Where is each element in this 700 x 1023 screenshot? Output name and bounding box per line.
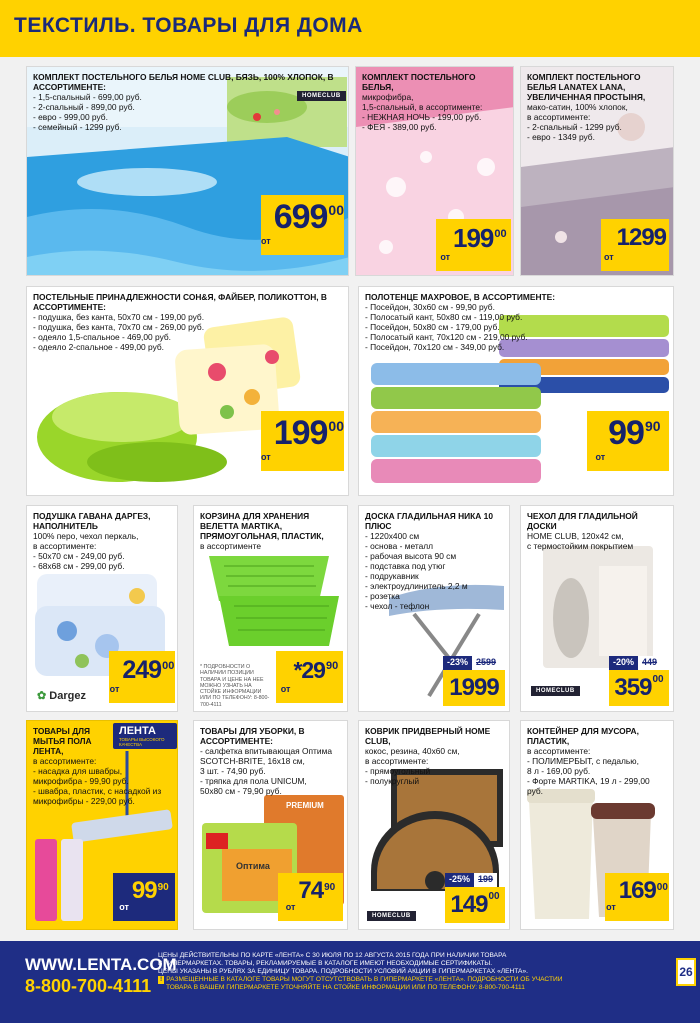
- discount-badge: [445, 873, 497, 887]
- product-line: 1,5-спальный, в ассортименте:: [362, 102, 483, 112]
- product-line: - швабра, пластик, с насадкой из микрофибры - 229,00 руб.: [33, 786, 162, 806]
- product-description: [362, 72, 507, 132]
- product-line: - подушка, без канта, 50х70 см - 199,00 руб.: [33, 312, 205, 322]
- price-tag: [436, 219, 511, 271]
- price-prefix: от: [285, 902, 296, 912]
- product-line: - евро - 1349 руб.: [527, 132, 595, 142]
- price-tag: [261, 195, 344, 255]
- price-integer: 249: [122, 656, 162, 684]
- price-tag: [113, 873, 175, 921]
- product-card-bedding-microfiber[interactable]: [355, 66, 514, 276]
- product-description: [527, 726, 667, 796]
- product-line: 3 шт. - 74,90 руб.: [200, 766, 266, 776]
- product-description: [33, 511, 171, 571]
- product-card-trash-bin[interactable]: [520, 720, 674, 930]
- product-description: [527, 72, 667, 142]
- disclaimer-line: В ГИПЕРМАРКЕТАХ. ТОВАРЫ, РЕКЛАМИРУЕМЫЕ В КАТАЛОГЕ ИМЕЮТ НЕОБХОДИМЫЕ СЕРТИФИКАТЫ.: [158, 960, 493, 967]
- price-prefix: от: [109, 684, 120, 694]
- price-cents: 00: [494, 228, 507, 240]
- price-tag: [278, 873, 343, 921]
- product-line: - подрукавник: [365, 571, 419, 581]
- product-line: - салфетка впитывающая Оптима SCOTCH-BRITE, 16х18 см,: [200, 746, 332, 766]
- product-line: в ассортименте:: [365, 756, 429, 766]
- product-line: в ассортименте: [200, 541, 261, 551]
- footer-disclaimer: [158, 952, 628, 992]
- price-integer: *29: [293, 657, 325, 683]
- price-cents: 00: [328, 202, 344, 218]
- product-description: [527, 511, 667, 551]
- discount-badge: [609, 656, 661, 670]
- discount-percent: -20%: [609, 656, 638, 670]
- old-price: 2599: [472, 656, 500, 670]
- product-line: - насадка для швабры, микрофибра - 99,90 руб.: [33, 766, 129, 786]
- price-integer: 199: [273, 414, 328, 452]
- product-card-bedding-lanatex[interactable]: [520, 66, 674, 276]
- product-line: - подставка под утюг: [365, 561, 446, 571]
- product-line: в ассортименте:: [33, 541, 97, 551]
- page-number: 26: [676, 958, 696, 986]
- product-title: КОМПЛЕКТ ПОСТЕЛЬНОГО БЕЛЬЯ HOME CLUB, БЯЗЬ, 100% ХЛОПОК, В АССОРТИМЕНТЕ:: [33, 72, 334, 92]
- price-integer: 1299: [616, 224, 667, 251]
- product-line: - розетка: [365, 591, 400, 601]
- price-cents: 00: [656, 882, 668, 893]
- pack-label-optima: Оптима: [236, 861, 270, 871]
- product-line: - Посейдон, 70х120 см - 349,00 руб.: [365, 342, 505, 352]
- price-integer: 99: [131, 877, 157, 904]
- product-title: КОМПЛЕКТ ПОСТЕЛЬНОГО БЕЛЬЯ,: [362, 72, 476, 92]
- product-line: - чехол - тефлон: [365, 601, 430, 611]
- product-line: - Форте MARTIKA, 19 л - 299,00 руб.: [527, 776, 650, 796]
- product-line: - прямоугольный: [365, 766, 431, 776]
- product-line: с термостойким покрытием: [527, 541, 634, 551]
- product-line: - 1220х400 см: [365, 531, 420, 541]
- price-integer: 359: [614, 674, 652, 701]
- product-card-ironing-board[interactable]: [358, 505, 510, 712]
- product-line: - Посейдон, 50х80 см - 179,00 руб.: [365, 322, 500, 332]
- product-line: HOME CLUB, 120х42 см,: [527, 531, 624, 541]
- product-description: [200, 726, 341, 796]
- price-tag: [261, 411, 344, 471]
- product-title: КОРЗИНА ДЛЯ ХРАНЕНИЯ ВЕЛЕТТА MARTIKA, ПРЯМОУГОЛЬНАЯ, ПЛАСТИК,: [200, 511, 324, 541]
- page-title: ТЕКСТИЛЬ. ТОВАРЫ ДЛЯ ДОМА: [14, 14, 363, 37]
- product-line: - ПОЛИМЕРБЫТ, с педалью,: [527, 756, 639, 766]
- price-cents: 00: [162, 660, 175, 672]
- product-line: - НЕЖНАЯ НОЧЬ - 199,00 руб.: [362, 112, 482, 122]
- price-prefix: от: [280, 684, 291, 694]
- discount-percent: -23%: [443, 656, 472, 670]
- disclaimer-line: ЦЕНЫ ДЕЙСТВИТЕЛЬНЫ ПО КАРТЕ «ЛЕНТА» С 30 ИЮЛЯ ПО 12 АВГУСТА 2015 ГОДА ПРИ НАЛИЧИИ ТОВАРА: [158, 952, 507, 959]
- price-integer: 699: [273, 198, 328, 236]
- price-tag: [587, 411, 669, 471]
- product-line: - Посейдон, 30х60 см - 99,90 руб.: [365, 302, 495, 312]
- product-description: [365, 726, 503, 786]
- product-description: [33, 72, 342, 132]
- price-prefix: от: [603, 252, 614, 262]
- product-line: - евро - 999,00 руб.: [33, 112, 108, 122]
- lenta-logo: ЛЕНТА ТОВАРЫ ВЫСОКОГО КАЧЕСТВА: [113, 723, 177, 749]
- price-cents: 90: [325, 660, 339, 672]
- product-line: мако-сатин, 100% хлопок,: [527, 102, 628, 112]
- hotline-phone[interactable]: 8-800-700-4111: [25, 976, 152, 996]
- product-line: - рабочая высота 90 см: [365, 551, 457, 561]
- product-title: ТОВАРЫ ДЛЯ МЫТЬЯ ПОЛА ЛЕНТА,: [33, 726, 92, 756]
- product-card-ironing-cover[interactable]: [520, 505, 674, 712]
- price-cents: 90: [157, 882, 169, 893]
- brand-logo-homeclub: HOMECLUB: [531, 686, 580, 696]
- product-line: - одеяло 1,5-спальное - 469,00 руб.: [33, 332, 171, 342]
- discount-percent: -25%: [445, 873, 474, 887]
- product-line: - одеяло 2-спальное - 499,00 руб.: [33, 342, 165, 352]
- product-title: КОНТЕЙНЕР ДЛЯ МУСОРА, ПЛАСТИК,: [527, 726, 639, 746]
- product-title: ЧЕХОЛ ДЛЯ ГЛАДИЛЬНОЙ ДОСКИ: [527, 511, 638, 531]
- price-cents: 00: [652, 674, 664, 685]
- product-line: в ассортименте:: [527, 112, 591, 122]
- pack-label-premium: PREMIUM: [286, 801, 324, 810]
- product-description: [365, 511, 503, 611]
- price-integer: 99: [608, 414, 644, 452]
- product-title: КОМПЛЕКТ ПОСТЕЛЬНОГО БЕЛЬЯ LANATEX LANA, УВЕЛИЧЕННАЯ ПРОСТЫНЯ,: [527, 72, 646, 102]
- product-card-storage-basket[interactable]: [193, 505, 348, 712]
- price-integer: 149: [450, 891, 488, 918]
- price-tag: [443, 670, 505, 706]
- brand-logo-dargez: ✿ Dargez: [37, 690, 86, 702]
- price-tag: [609, 670, 669, 706]
- price-tag: [445, 887, 505, 923]
- product-line: в ассортименте:: [527, 746, 591, 756]
- product-description: [33, 292, 342, 352]
- product-line: - тряпка для пола UNICUM,: [200, 776, 307, 786]
- price-cents: 00: [328, 418, 344, 434]
- price-prefix: от: [606, 902, 616, 912]
- price-tag: [605, 873, 669, 921]
- product-line: - Полосатый кант, 50х80 см - 119,00 руб.: [365, 312, 523, 322]
- price-integer: 169: [618, 877, 656, 904]
- product-card-towels[interactable]: [358, 286, 674, 496]
- price-cents: 00: [488, 891, 500, 902]
- warning-icon: !: [160, 976, 163, 983]
- disclaimer-line: ЦЕНЫ УКАЗАНЫ В РУБЛЯХ ЗА ЕДИНИЦУ ТОВАРА. ПОДРОБНОСТИ УСЛОВИЙ АКЦИИ В ГИПЕРМАРКЕТАХ «ЛЕНТА».: [158, 968, 528, 975]
- product-line: - 2-спальный - 1299 руб.: [527, 122, 622, 132]
- product-card-pillow-dargez[interactable]: [26, 505, 178, 712]
- old-price: 199: [474, 873, 497, 887]
- price-integer: 1999: [449, 674, 499, 701]
- product-card-doormat[interactable]: [358, 720, 510, 930]
- disclaimer-warning: ! РАЗМЕЩЕННЫЕ В КАТАЛОГЕ ТОВАРЫ МОГУТ ОТСУТСТВОВАТЬ В ГИПЕРМАРКЕТЕ «ЛЕНТА». ПОДРОБНОСТИ ОБ УЧАСТИИ: [160, 976, 563, 983]
- product-line: - 1,5-спальный - 699,00 руб.: [33, 92, 142, 102]
- product-card-cleaning-supplies[interactable]: [193, 720, 348, 930]
- product-line: - электроудлинитель 2,2 м: [365, 581, 468, 591]
- product-line: - 68х68 см - 299,00 руб.: [33, 561, 125, 571]
- price-prefix: от: [261, 452, 271, 462]
- price-prefix: от: [595, 452, 606, 462]
- product-title: ТОВАРЫ ДЛЯ УБОРКИ, В АССОРТИМЕНТЕ:: [200, 726, 305, 746]
- product-card-floor-cleaning[interactable]: [26, 720, 178, 930]
- product-line: кокос, резина, 40х60 см,: [365, 746, 460, 756]
- product-line: - ФЕЯ - 389,00 руб.: [362, 122, 437, 132]
- disclaimer-warning: ТОВАРА В ВАШЕМ ГИПЕРМАРКЕТЕ УТОЧНЯЙТЕ НА СТОЙКЕ ИНФОРМАЦИИ ИЛИ ПО ТЕЛЕФОНУ: 8-800-700-4111: [166, 984, 525, 991]
- product-description: [200, 511, 341, 551]
- product-line: 50х80 см - 79,90 руб.: [200, 786, 282, 796]
- old-price: 449: [638, 656, 661, 670]
- product-line: 8 л - 169,00 руб.: [527, 766, 591, 776]
- product-line: 100% перо, чехол перкаль,: [33, 531, 139, 541]
- website-link[interactable]: WWW.LENTA.COM: [25, 955, 177, 974]
- product-card-pillows-blankets[interactable]: [26, 286, 349, 496]
- price-tag: [109, 651, 175, 703]
- product-title: ПОСТЕЛЬНЫЕ ПРИНАДЛЕЖНОСТИ СОН&Я, ФАЙБЕР, ПОЛИКОТТОН, В АССОРТИМЕНТЕ:: [33, 292, 327, 312]
- product-title: ПОЛОТЕНЦЕ МАХРОВОЕ, В АССОРТИМЕНТЕ:: [365, 292, 556, 302]
- discount-badge: [443, 656, 500, 670]
- product-line: - 50х70 см - 249,00 руб.: [33, 551, 125, 561]
- price-cents: 90: [644, 418, 661, 434]
- product-line: - 2-спальный - 899,00 руб.: [33, 102, 135, 112]
- product-card-bedding-homeclub[interactable]: [26, 66, 349, 276]
- brand-logo-homeclub: HOMECLUB: [297, 91, 346, 101]
- product-title: ДОСКА ГЛАДИЛЬНАЯ НИКА 10 ПЛЮС: [365, 511, 493, 531]
- page-footer: [0, 941, 700, 1023]
- availability-note: * ПОДРОБНОСТИ О НАЛИЧИИ ПОЗИЦИИ ТОВАРА И ЦЕНЕ НА НЕЕ МОЖНО УЗНАТЬ НА СТОЙКЕ ИНФОРМАЦИИ ИЛИ ПО ТЕЛЕФОНУ: 8-800-700-4111: [200, 664, 270, 708]
- price-tag: [276, 651, 343, 703]
- product-line: - полукруглый: [365, 776, 420, 786]
- page-header: [0, 0, 700, 57]
- product-line: - подушка, без канта, 70х70 см - 269,00 руб.: [33, 322, 205, 332]
- product-line: микрофибра,: [362, 92, 414, 102]
- price-prefix: от: [440, 252, 451, 262]
- brand-logo-homeclub: HOMECLUB: [367, 911, 416, 921]
- product-line: в ассортименте:: [33, 756, 97, 766]
- product-line: - семейный - 1299 руб.: [33, 122, 122, 132]
- product-line: - основа - металл: [365, 541, 434, 551]
- price-cents: 90: [324, 882, 336, 893]
- product-description: [365, 292, 667, 352]
- product-title: ПОДУШКА ГАВАНА ДАРГЕЗ, НАПОЛНИТЕЛЬ: [33, 511, 151, 531]
- price-prefix: от: [261, 236, 271, 246]
- price-integer: 199: [453, 223, 494, 253]
- product-line: - Полосатый кант, 70х120 см - 219,00 руб.: [365, 332, 528, 342]
- price-integer: 74: [298, 877, 324, 904]
- price-prefix: от: [119, 902, 129, 912]
- price-tag: [601, 219, 669, 271]
- product-title: КОВРИК ПРИДВЕРНЫЙ HOME CLUB,: [365, 726, 491, 746]
